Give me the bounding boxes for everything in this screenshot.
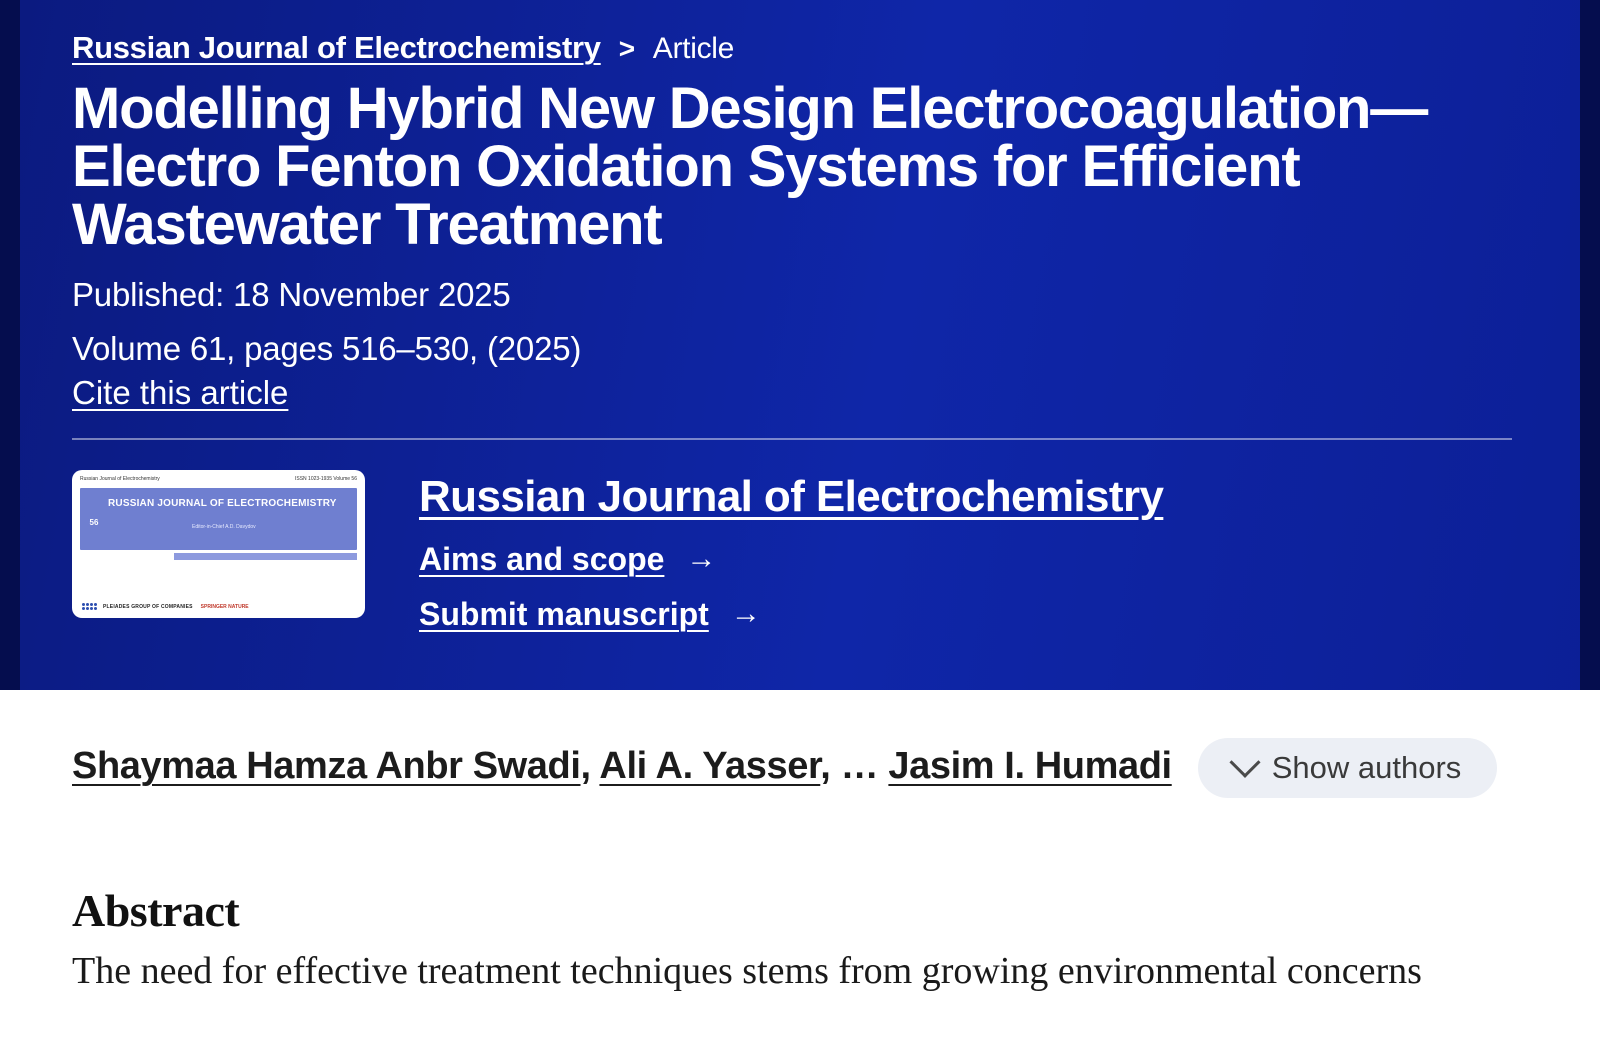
breadcrumb — [72, 30, 1528, 66]
author-link-last[interactable]: Jasim I. Humadi — [888, 745, 1172, 788]
hero-right-edge — [1580, 0, 1600, 690]
cover-volume-tab: 56 — [89, 518, 99, 527]
journal-cover-image[interactable] — [72, 470, 365, 618]
arrow-right-icon: → — [730, 597, 761, 631]
hero-left-edge — [0, 0, 20, 690]
journal-panel — [72, 470, 1528, 633]
cover-subtitle: Editor-in-Chief A.D. Davydov — [192, 524, 256, 530]
abstract-text: The need for effective treatment techniques stems from growing environmental concerns — [72, 950, 1422, 992]
chevron-down-icon — [1229, 747, 1260, 778]
aims-and-scope-link[interactable] — [419, 541, 1163, 578]
page-title: Modelling Hybrid New Design Electrocoagulation—Electro Fenton Oxidation Systems for Efficient Wastewater Treatment — [72, 76, 1428, 257]
cite-this-article-link[interactable]: Cite this article — [72, 374, 289, 411]
aims-and-scope-label: Aims and scope — [419, 540, 665, 577]
show-authors-button[interactable] — [1198, 738, 1498, 798]
author-separator-1: , — [580, 745, 600, 788]
cover-journal-title: RUSSIAN JOURNAL OF ELECTROCHEMISTRY — [108, 498, 337, 509]
breadcrumb-journal-link[interactable]: Russian Journal of Electrochemistry — [72, 30, 601, 65]
author-link-1[interactable]: Shaymaa Hamza Anbr Swadi — [72, 745, 581, 788]
arrow-right-icon: → — [686, 542, 717, 576]
authors-list — [72, 738, 1528, 798]
cover-top-meta — [80, 476, 357, 483]
journal-title-link[interactable]: Russian Journal of Electrochemistry — [419, 472, 1164, 521]
cover-band — [80, 488, 357, 550]
cover-distributor: SPRINGER NATURE — [200, 603, 249, 610]
breadcrumb-separator: > — [618, 33, 635, 64]
volume-pages: Volume 61, pages 516–530, (2025) — [72, 330, 582, 367]
cover-footer — [82, 603, 355, 610]
author-link-2[interactable]: Ali A. Yasser — [599, 745, 821, 788]
show-authors-label: Show authors — [1271, 750, 1462, 785]
cover-publisher: PLEIADES GROUP OF COMPANIES — [103, 603, 193, 610]
cover-top-left: Russian Journal of Electrochemistry — [80, 476, 160, 482]
submit-manuscript-link[interactable] — [419, 596, 1163, 633]
breadcrumb-current: Article — [652, 32, 735, 65]
cover-accent-strip — [174, 553, 357, 560]
cover-top-right: ISSN 1023-1935 Volume 56 — [295, 476, 357, 482]
published-date: Published: 18 November 2025 — [72, 276, 511, 313]
authors-ellipsis: … — [840, 745, 879, 788]
submit-manuscript-label: Submit manuscript — [419, 595, 709, 632]
journal-meta — [419, 470, 1163, 633]
pleiades-logo-icon — [82, 603, 97, 610]
hero-divider — [72, 438, 1512, 440]
abstract-heading: Abstract — [72, 885, 240, 936]
author-separator-2: , — [820, 745, 841, 788]
article-body — [0, 690, 1600, 996]
